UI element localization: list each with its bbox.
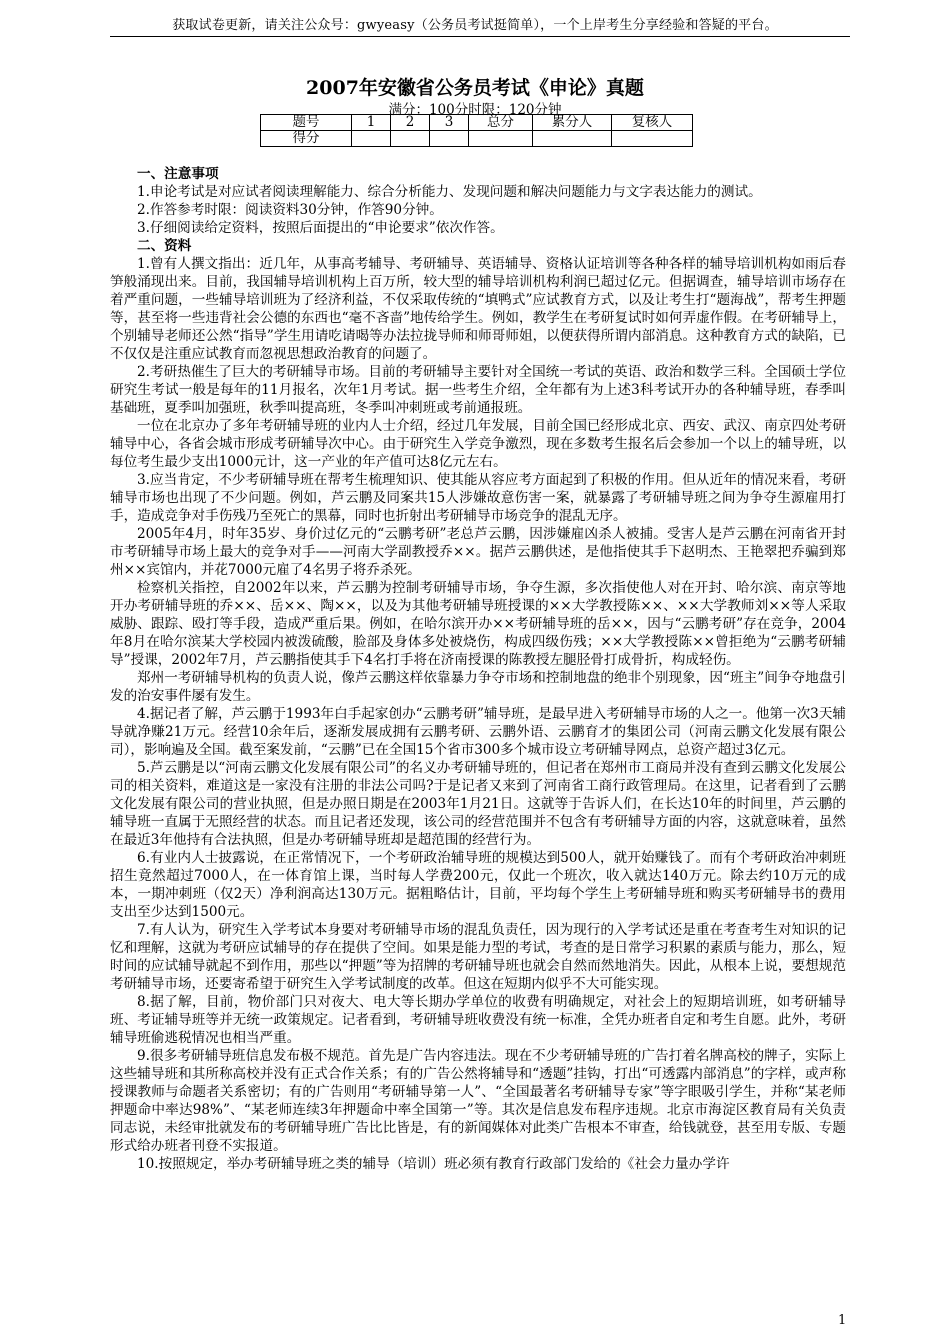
material-paragraph: 6.有业内人士披露说，在正常情况下，一个考研政治辅导班的规模达到500人，就开始赚钱了。而有个考研政治冲刺班招生竟然超过7000人，在一体育馆上课，当时每人学费200元，仅此一个班次，收入就达140万元。除去约10万元的成本，一期冲刺班（仅2天）净利润高达130万元。据粗略估计，目前，平均每个学生上考研辅导班和购买考研辅导书的费用支出至少达到1500元。 bbox=[110, 850, 846, 920]
score-cell-empty bbox=[612, 131, 693, 147]
score-cell: 1 bbox=[352, 115, 391, 131]
score-cell: 2 bbox=[391, 115, 430, 131]
material-paragraph: 郑州一考研辅导机构的负责人说，像芦云鹏这样依靠暴力争夺市场和控制地盘的绝非个别现象，因“班主”间争夺地盘引发的治安事件屡有发生。 bbox=[110, 670, 846, 704]
material-paragraph: 5.芦云鹏是以“河南云鹏文化发展有限公司”的名义办考研辅导班的，但记者在郑州市工商局并没有查到云鹏文化发展公司的相关资料，难道这是一家没有注册的非法公司吗?于是记者又来到了河南省工商行政管理局。在这里，记者看到了云鹏文化发展有限公司的营业执照，但是办照日期是在2003年1月21日。这就等于告诉人们，在长达10年的时间里，芦云鹏的辅导班一直属于无照经营的状态。而且记者还发现，该公司的经营范围并不包含有考研辅导方面的内容，这就意味着，虽然在最近3年他持有合法执照，但是办考研辅导班却是超范围的经营行为。 bbox=[110, 760, 846, 848]
exam-info: 满分：100分时限：120分钟 bbox=[388, 102, 562, 118]
section-heading: 二、资料 bbox=[137, 238, 192, 254]
page-number: 1 bbox=[838, 1313, 847, 1328]
header-divider bbox=[110, 36, 850, 37]
score-table bbox=[260, 114, 693, 147]
score-cell-empty bbox=[391, 131, 430, 147]
score-cell: 得分 bbox=[261, 131, 352, 147]
score-cell-empty bbox=[533, 131, 612, 147]
note-paragraph: 2.作答参考时限：阅读资料30分钟，作答90分钟。 bbox=[137, 202, 443, 218]
score-cell: 累分人 bbox=[533, 115, 612, 131]
material-paragraph: 10.按照规定，举办考研辅导班之类的辅导（培训）班必须有教育行政部门发给的《社会力量办学许 bbox=[137, 1156, 730, 1172]
material-paragraph: 8.据了解，目前，物价部门只对夜大、电大等长期办学单位的收费有明确规定，对社会上的短期培训班，如考研辅导班、考证辅导班等并无统一政策规定。记者看到，考研辅导班收费没有统一标准，全凭办班者自定和考生自愿。此外，考研辅导班偷逃税情况也相当严重。 bbox=[110, 994, 846, 1046]
material-paragraph: 检察机关指控，自2002年以来，芦云鹏为控制考研辅导市场，争夺生源，多次指使他人对在开封、哈尔滨、南京等地开办考研辅导班的乔××、岳××、陶××，以及为其他考研辅导班授课的××大学教授陈××、××大学教师刘××等人采取威胁、跟踪、殴打等手段，造成严重后果。例如，在哈尔滨开办××考研辅导班的岳××，因与“云鹏考研”存在竞争，2004年8月在哈尔滨某大学校园内被泼硫酸，脸部及身体多处被烧伤，构成四级伤残；××大学教授陈××曾拒绝为“云鹏考研辅导”授课，2002年7月，芦云鹏指使其手下4名打手将在济南授课的陈教授左腿胫骨打成骨折，构成轻伤。 bbox=[110, 580, 846, 668]
material-paragraph: 2.考研热催生了巨大的考研辅导市场。目前的考研辅导主要针对全国统一考试的英语、政治和数学三科。全国硕士学位研究生考试一般是每年的11月报名，次年1月考试。据一些考生介绍，全年都有为上述3科考试开办的各种辅导班，春季叫基础班，夏季叫加强班，秋季叫提高班，冬季叫冲刺班或考前通报班。 bbox=[110, 364, 846, 416]
score-table-score-row bbox=[261, 131, 693, 147]
note-paragraph: 1.申论考试是对应试者阅读理解能力、综合分析能力、发现问题和解决问题能力与文字表达能力的测试。 bbox=[137, 184, 762, 200]
document-body bbox=[110, 165, 846, 1173]
material-paragraph: 9.很多考研辅导班信息发布极不规范。首先是广告内容违法。现在不少考研辅导班的广告打着名牌高校的牌子，实际上这些辅导班和其所称高校并没有正式合作关系；有的广告公然将辅导和“透题”挂钩，打出“可透露内部消息”的字样，或声称授课教师与命题者关系密切；有的广告则用“考研辅导第一人”、“全国最著名考研辅导专家”等字眼吸引学生，并称“某老师押题命中率达98%”、“某老师连续3年押题命中率全国第一”等。其次是信息发布程序违规。北京市海淀区教育局有关负责同志说，未经审批就发布的考研辅导班广告比比皆是，有的新闻媒体对此类广告根本不审查，给钱就登，甚至用专版、专题形式给办班者刊登不实报道。 bbox=[110, 1048, 846, 1154]
score-cell-empty bbox=[430, 131, 469, 147]
page-title: 2007年安徽省公务员考试《申论》真题 bbox=[306, 77, 644, 99]
material-paragraph: 一位在北京办了多年考研辅导班的业内人士介绍，经过几年发展，目前全国已经形成北京、西安、武汉、南京四处考研辅导中心，各省会城市形成考研辅导次中心。由于研究生入学竞争激烈，现在多数考生报名后会参加一个以上的辅导班，以每位考生最少支出1000元计，这一产业的年产值可达8亿元左右。 bbox=[110, 418, 846, 470]
score-cell: 总分 bbox=[469, 115, 533, 131]
score-cell-empty bbox=[352, 131, 391, 147]
score-cell: 题号 bbox=[261, 115, 352, 131]
material-paragraph: 3.应当肯定，不少考研辅导班在帮考生梳理知识、使其能从容应考方面起到了积极的作用。但从近年的情况来看，考研辅导市场也出现了不少问题。例如，芦云鹏及同案共15人涉嫌故意伤害一案，就暴露了考研辅导班之间为争夺生源雇用打手，造成竞争对手伤残乃至死亡的黑幕，同时也折射出考研辅导市场竞争的混乱无序。 bbox=[110, 472, 846, 524]
note-paragraph: 3.仔细阅读给定资料，按照后面提出的“申论要求”依次作答。 bbox=[137, 220, 504, 236]
score-cell: 复核人 bbox=[612, 115, 693, 131]
section-heading: 一、注意事项 bbox=[137, 166, 219, 182]
score-table-header-row bbox=[261, 115, 693, 131]
score-cell: 3 bbox=[430, 115, 469, 131]
material-paragraph: 7.有人认为，研究生入学考试本身要对考研辅导市场的混乱负责任，因为现行的入学考试还是重在考查考生对知识的记忆和理解，这就为考研应试辅导的存在提供了空间。如果是能力型的考试，考查的是日常学习积累的素质与能力，那么，短时间的应试辅导就起不到作用，那些以“押题”等为招牌的考研辅导班也就会自然而然地消失。因此，从根本上说，要想规范考研辅导市场，还要寄希望于研究生入学考试制度的改革。但这在短期内似乎不大可能实现。 bbox=[110, 922, 846, 992]
material-paragraph: 1.曾有人撰文指出：近几年，从事高考辅导、考研辅导、英语辅导、资格认证培训等各种各样的辅导培训机构如雨后春笋般涌现出来。目前，我国辅导培训机构上百万所，较大型的辅导培训机构利润已超过亿元。但据调查，辅导培训市场存在着严重问题，一些辅导培训班为了经济利益，不仅采取传统的“填鸭式”应试教育方式，以及让考生打“题海战”，帮考生押题等，甚至将一些违背社会公德的东西也“毫不吝啬”地传给学生。例如，教学生在考研复试时如何弄虚作假。在考研辅导上，个别辅导老师还公然“指导”学生用请吃请喝等办法拉拢导师和师哥师姐，以便获得所谓内部消息。这种教育方式的缺陷，已不仅仅是注重应试教育而忽视思想政治教育的问题了。 bbox=[110, 256, 846, 362]
header-notice: 获取试卷更新，请关注公众号：gwyeasy（公务员考试挺简单），一个上岸考生分享经验和答疑的平台。 bbox=[172, 18, 778, 33]
score-cell-empty bbox=[469, 131, 533, 147]
material-paragraph: 2005年4月，时年35岁、身价过亿元的“云鹏考研”老总芦云鹏，因涉嫌雇凶杀人被捕。受害人是芦云鹏在河南省开封市考研辅导市场上最大的竞争对手——河南大学副教授乔××。据芦云鹏供述，是他指使其手下赵明杰、王艳翠把乔骗到郑州××宾馆内，并花7000元雇了4名男子将乔杀死。 bbox=[110, 526, 846, 578]
material-paragraph: 4.据记者了解，芦云鹏于1993年白手起家创办“云鹏考研”辅导班，是最早进入考研辅导市场的人之一。他第一次3天辅导就净赚21万元。经营10余年后，逐渐发展成拥有云鹏考研、云鹏外语、云鹏育才的集团公司（河南云鹏文化发展有限公司），影响遍及全国。截至案发前，“云鹏”已在全国15个省市300多个城市设立考研辅导网点，总资产超过3亿元。 bbox=[110, 706, 847, 758]
